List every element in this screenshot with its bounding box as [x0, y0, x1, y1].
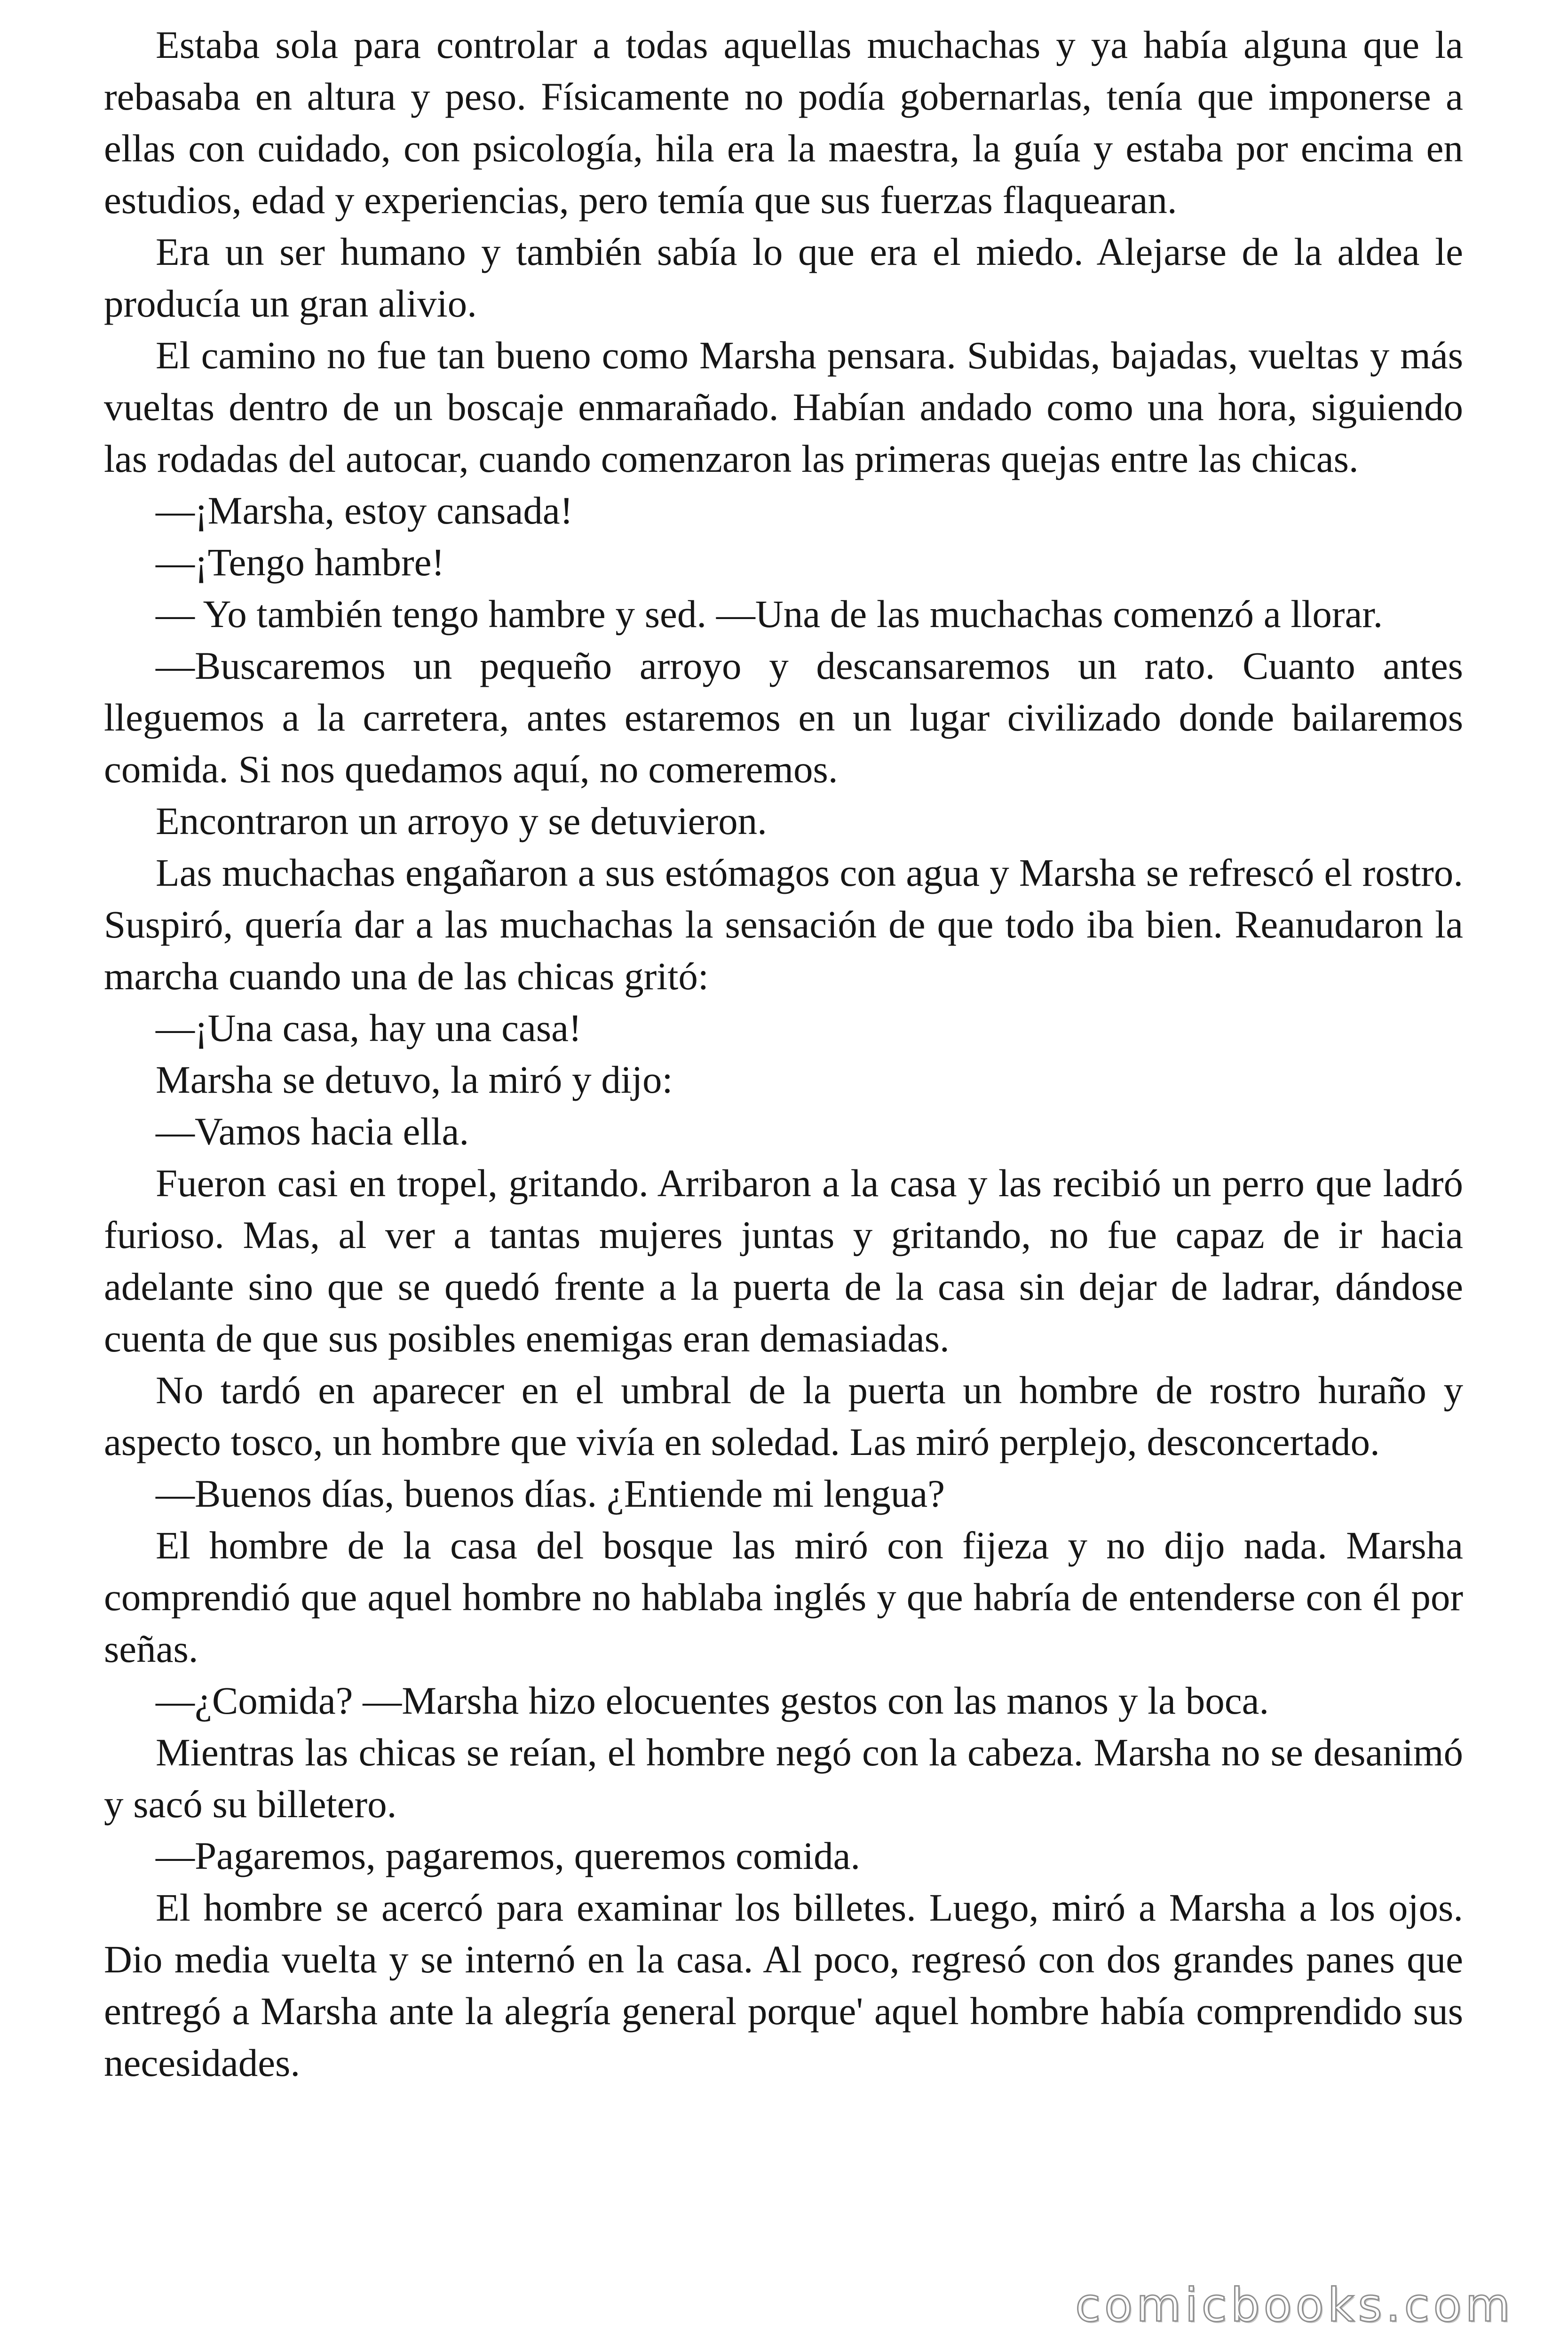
paragraph: —¡Marsha, estoy cansada!	[156, 489, 573, 532]
watermark: comicbooks.com	[1075, 2279, 1514, 2332]
paragraph: Era un ser humano y también sabía lo que era el miedo. Alejarse de la aldea le producía un gran alivio.	[104, 230, 1463, 325]
paragraph: Estaba sola para controlar a todas aquellas muchachas y ya había alguna que la rebasaba en altura y peso. Físicamente no podía gobernarlas, tenía que imponerse a ellas con cuidado, con psicología, hila era la maestra, la guía y estaba por encima en estudios, edad y experiencias, pero temía que sus fuerzas flaquearan.	[104, 23, 1463, 222]
book-page-text	[104, 19, 1463, 2089]
paragraph: —¡Tengo hambre!	[156, 540, 445, 584]
paragraph: Encontraron un arroyo y se detuvieron.	[156, 799, 767, 842]
paragraph: No tardó en aparecer en el umbral de la puerta un hombre de rostro huraño y aspecto tosco, un hombre que vivía en soledad. Las miró perplejo, desconcertado.	[104, 1368, 1463, 1463]
paragraph: —¿Comida? —Marsha hizo elocuentes gestos con las manos y la boca.	[156, 1679, 1269, 1722]
paragraph: —Buscaremos un pequeño arroyo y descansaremos un rato. Cuanto antes lleguemos a la carretera, antes estaremos en un lugar civilizado donde bailaremos comida. Si nos quedamos aquí, no comeremos.	[104, 644, 1463, 791]
paragraph: —Buenos días, buenos días. ¿Entiende mi lengua?	[156, 1472, 945, 1515]
paragraph: Marsha se detuvo, la miró y dijo:	[156, 1058, 673, 1101]
paragraph: El hombre de la casa del bosque las miró con fijeza y no dijo nada. Marsha comprendió que aquel hombre no hablaba inglés y que habría de entenderse con él por señas.	[104, 1524, 1463, 1670]
paragraph: — Yo también tengo hambre y sed. —Una de las muchachas comenzó a llorar.	[156, 592, 1383, 636]
paragraph: —Pagaremos, pagaremos, queremos comida.	[156, 1834, 861, 1877]
paragraph: El camino no fue tan bueno como Marsha pensara. Subidas, bajadas, vueltas y más vueltas dentro de un boscaje enmarañado. Habían andado como una hora, siguiendo las rodadas del autocar, cuando comenzaron las primeras quejas entre las chicas.	[104, 334, 1463, 480]
paragraph: Fueron casi en tropel, gritando. Arribaron a la casa y las recibió un perro que ladró furioso. Mas, al ver a tantas mujeres juntas y gritando, no fue capaz de ir hacia adelante sino que se quedó frente a la puerta de la casa sin dejar de ladrar, dándose cuenta de que sus posibles enemigas eran demasiadas.	[104, 1161, 1463, 1360]
paragraph: Las muchachas engañaron a sus estómagos con agua y Marsha se refrescó el rostro. Suspiró, quería dar a las muchachas la sensación de que todo iba bien. Reanudaron la marcha cuando una de las chicas gritó:	[104, 851, 1463, 998]
paragraph: El hombre se acercó para examinar los billetes. Luego, miró a Marsha a los ojos. Dio media vuelta y se internó en la casa. Al poco, regresó con dos grandes panes que entregó a Marsha ante la alegría general porque' aquel hombre había comprendido sus necesidades.	[104, 1886, 1463, 2084]
paragraph: —Vamos hacia ella.	[156, 1110, 469, 1153]
paragraph: Mientras las chicas se reían, el hombre negó con la cabeza. Marsha no se desanimó y sacó su billetero.	[104, 1731, 1463, 1826]
paragraph: —¡Una casa, hay una casa!	[156, 1006, 582, 1049]
